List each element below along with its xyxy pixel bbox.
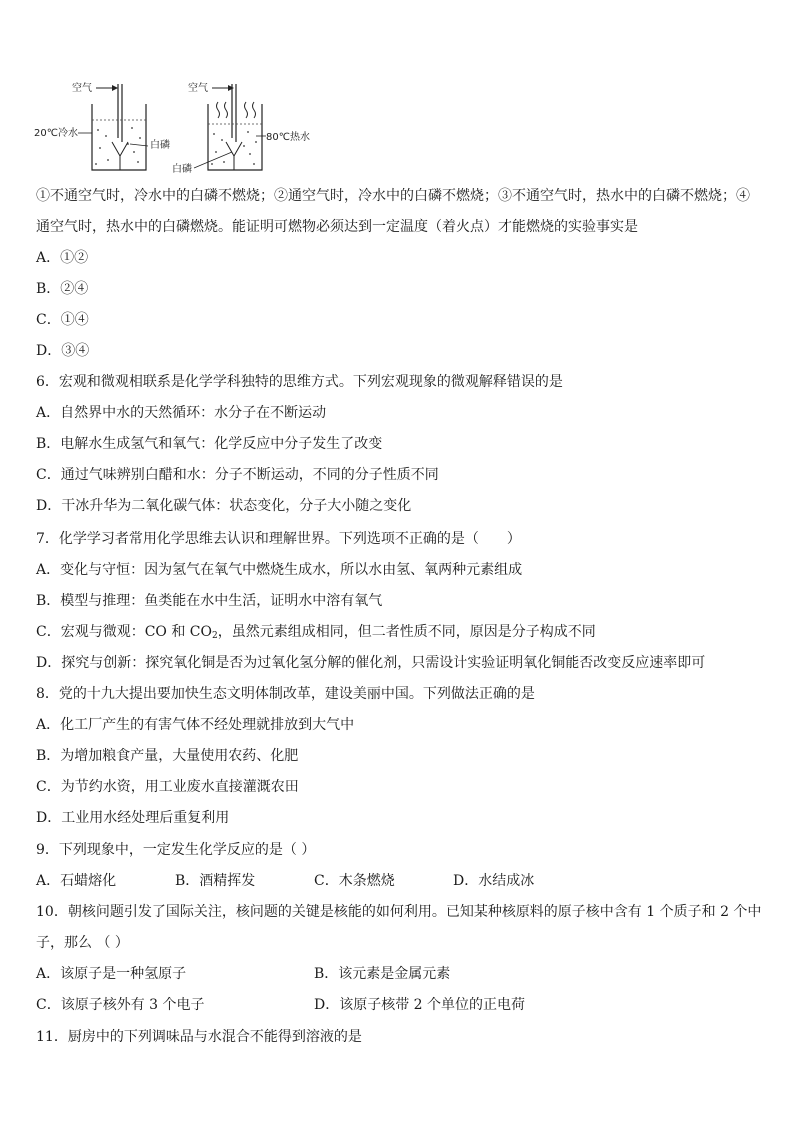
- q8-stem: 8．党的十九大提出要加快生态文明体制改革，建设美丽中国。下列做法正确的是: [36, 686, 535, 702]
- q7-option-b[interactable]: B．模型与推理：鱼类能在水中生活，证明水中溶有氧气: [36, 593, 383, 609]
- q9-option-a[interactable]: A．石蜡熔化: [36, 873, 117, 889]
- q7-option-c-post: ，虽然元素组成相同，但二者性质不同，原因是分子构成不同: [217, 624, 596, 640]
- q7-option-c-pre: C．宏观与微观：CO 和 CO: [36, 624, 212, 640]
- q8-option-c[interactable]: C．为节约水资，用工业废水直接灌溉农田: [36, 779, 299, 795]
- q6-option-d[interactable]: D．干冰升华为二氧化碳气体：状态变化，分子大小随之变化: [36, 498, 412, 514]
- q9-option-d[interactable]: D．水结成冰: [453, 873, 535, 889]
- left-phosphorus-label: 白磷: [150, 140, 170, 151]
- q5-option-d[interactable]: D．③④: [36, 343, 90, 359]
- q8-option-d[interactable]: D．工业用水经处理后重复利用: [36, 810, 230, 826]
- experiment-figure: [34, 78, 334, 178]
- right-water-label: 80℃热水: [266, 132, 310, 143]
- q7-option-a[interactable]: A．变化与守恒：因为氢气在氧气中燃烧生成水，所以水由氢、氧两种元素组成: [36, 562, 523, 578]
- q10-option-c[interactable]: C．该原子核外有 3 个电子: [36, 997, 205, 1013]
- left-air-label: 空气: [72, 83, 92, 94]
- q5-statements-line2: 通空气时，热水中的白磷燃烧。能证明可燃物必须达到一定温度（着火点）才能燃烧的实验事实是: [36, 219, 638, 235]
- q10-stem-line2: 子，那么 （ ）: [36, 935, 129, 951]
- q9-stem: 9．下列现象中，一定发生化学反应的是（ ）: [36, 842, 316, 858]
- q6-stem: 6．宏观和微观相联系是化学学科独特的思维方式。下列宏观现象的微观解释错误的是: [36, 374, 563, 390]
- q7-option-d[interactable]: D．探究与创新：探究氧化铜是否为过氧化氢分解的催化剂，只需设计实验证明氧化铜能否改变反应速率即可: [36, 655, 706, 671]
- q9-option-c[interactable]: C．木条燃烧: [314, 873, 395, 889]
- q7-option-c-subscript: 2: [212, 631, 218, 641]
- q11-stem: 11．厨房中的下列调味品与水混合不能得到溶液的是: [36, 1029, 362, 1045]
- q5-option-c[interactable]: C．①④: [36, 312, 89, 328]
- q10-option-b[interactable]: B．该元素是金属元素: [314, 966, 451, 982]
- q8-option-a[interactable]: A．化工厂产生的有害气体不经处理就排放到大气中: [36, 717, 355, 733]
- left-water-label: 20℃冷水: [34, 128, 78, 139]
- q10-stem-line1: 10．朝核问题引发了国际关注，核问题的关键是核能的如何利用。已知某种核原料的原子核中含有 1 个质子和 2 个中: [36, 904, 762, 920]
- q5-statements-line1: ①不通空气时，冷水中的白磷不燃烧；②通空气时，冷水中的白磷不燃烧；③不通空气时，热水中的白磷不燃烧；④: [36, 188, 750, 204]
- q7-option-c[interactable]: [36, 622, 596, 646]
- q6-option-b[interactable]: B．电解水生成氢气和氧气：化学反应中分子发生了改变: [36, 436, 383, 452]
- left-beaker: [34, 81, 170, 170]
- q6-option-a[interactable]: A．自然界中水的天然循环：水分子在不断运动: [36, 405, 327, 421]
- beaker-diagram: [34, 78, 334, 178]
- q9-option-b[interactable]: B．酒精挥发: [175, 873, 256, 889]
- q8-option-b[interactable]: B．为增加粮食产量，大量使用农药、化肥: [36, 748, 299, 764]
- right-phosphorus-label: 白磷: [172, 164, 192, 175]
- right-beaker: [172, 81, 310, 175]
- q7-stem: 7．化学学习者常用化学思维去认识和理解世界。下列选项不正确的是（ ）: [36, 531, 521, 547]
- q6-option-c[interactable]: C．通过气味辨别白醋和水：分子不断运动，不同的分子性质不同: [36, 467, 439, 483]
- q5-option-a[interactable]: A．①②: [36, 250, 89, 266]
- right-air-label: 空气: [188, 83, 208, 94]
- q10-option-a[interactable]: A．该原子是一种氢原子: [36, 966, 187, 982]
- q10-option-d[interactable]: D．该原子核带 2 个单位的正电荷: [314, 997, 526, 1013]
- q5-option-b[interactable]: B．②④: [36, 281, 89, 297]
